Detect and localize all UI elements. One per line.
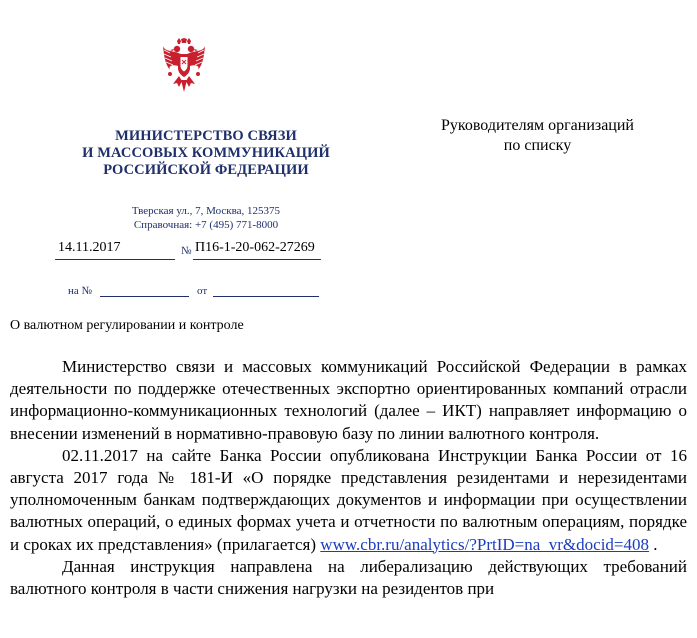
letter-number: П16-1-20-062-27269 [195,240,315,255]
ministry-line-3: РОССИЙСКОЙ ФЕДЕРАЦИИ [103,162,309,178]
ministry-line-1: МИНИСТЕРСТВО СВЯЗИ [115,128,297,144]
ref-date-label: от [197,285,208,297]
body-paragraph-2-tail: . [653,534,658,554]
phone-line: Справочная: +7 (495) 771-8000 [133,219,279,231]
ministry-line-2: И МАССОВЫХ КОММУНИКАЦИЙ [82,145,330,161]
addressee-block [410,116,665,156]
body-paragraph-3: Данная инструкция направлена на либерализацию действующих требований валютного контроля в части снижения нагрузки на резидентов при [10,556,687,599]
ref-number-label: на № [68,285,93,297]
coat-of-arms-icon [162,38,206,96]
date-underline [55,259,175,260]
letter-body [10,356,687,600]
number-label: № [181,245,192,257]
letter-subject: О валютном регулировании и контроле [10,318,244,333]
ref-number-underline [100,296,189,297]
ministry-name [60,128,352,179]
address-line: Тверская ул., 7, Москва, 125375 [131,205,281,217]
ref-date-underline [213,296,319,297]
body-paragraph-1: Министерство связи и массовых коммуникаций Российской Федерации в рамках деятельности по поддержке отечественных экспортно ориентированных компаний отрасли информационно-коммуникационных технологий (далее – ИКТ) направляет информацию о внесении изменений в нормативно-правовую базу по линии валютного контроля. [10,357,687,443]
number-underline [193,259,321,260]
addressee-line-2: по списку [503,137,572,154]
letter-date: 14.11.2017 [58,240,121,255]
body-paragraph-2 [10,445,687,556]
cbr-link[interactable]: www.cbr.ru/analytics/?PrtID=na_vr&docid=408 [320,534,650,554]
ministry-contacts [60,204,352,232]
addressee-line-1: Руководителям организаций [440,117,634,134]
body-paragraph-2-text: 02.11.2017 на сайте Банка России опубликована Инструкции Банка России от 16 августа 2017 года № 181-И «О порядке представления резидентами и нерезидентами уполномоченным банкам подтверждающих документов и информации при осуществлении валютных операций, о единых формах учета и отчетности по валютным операциям, порядке и сроках их представления» (прилагается) [10,445,687,554]
